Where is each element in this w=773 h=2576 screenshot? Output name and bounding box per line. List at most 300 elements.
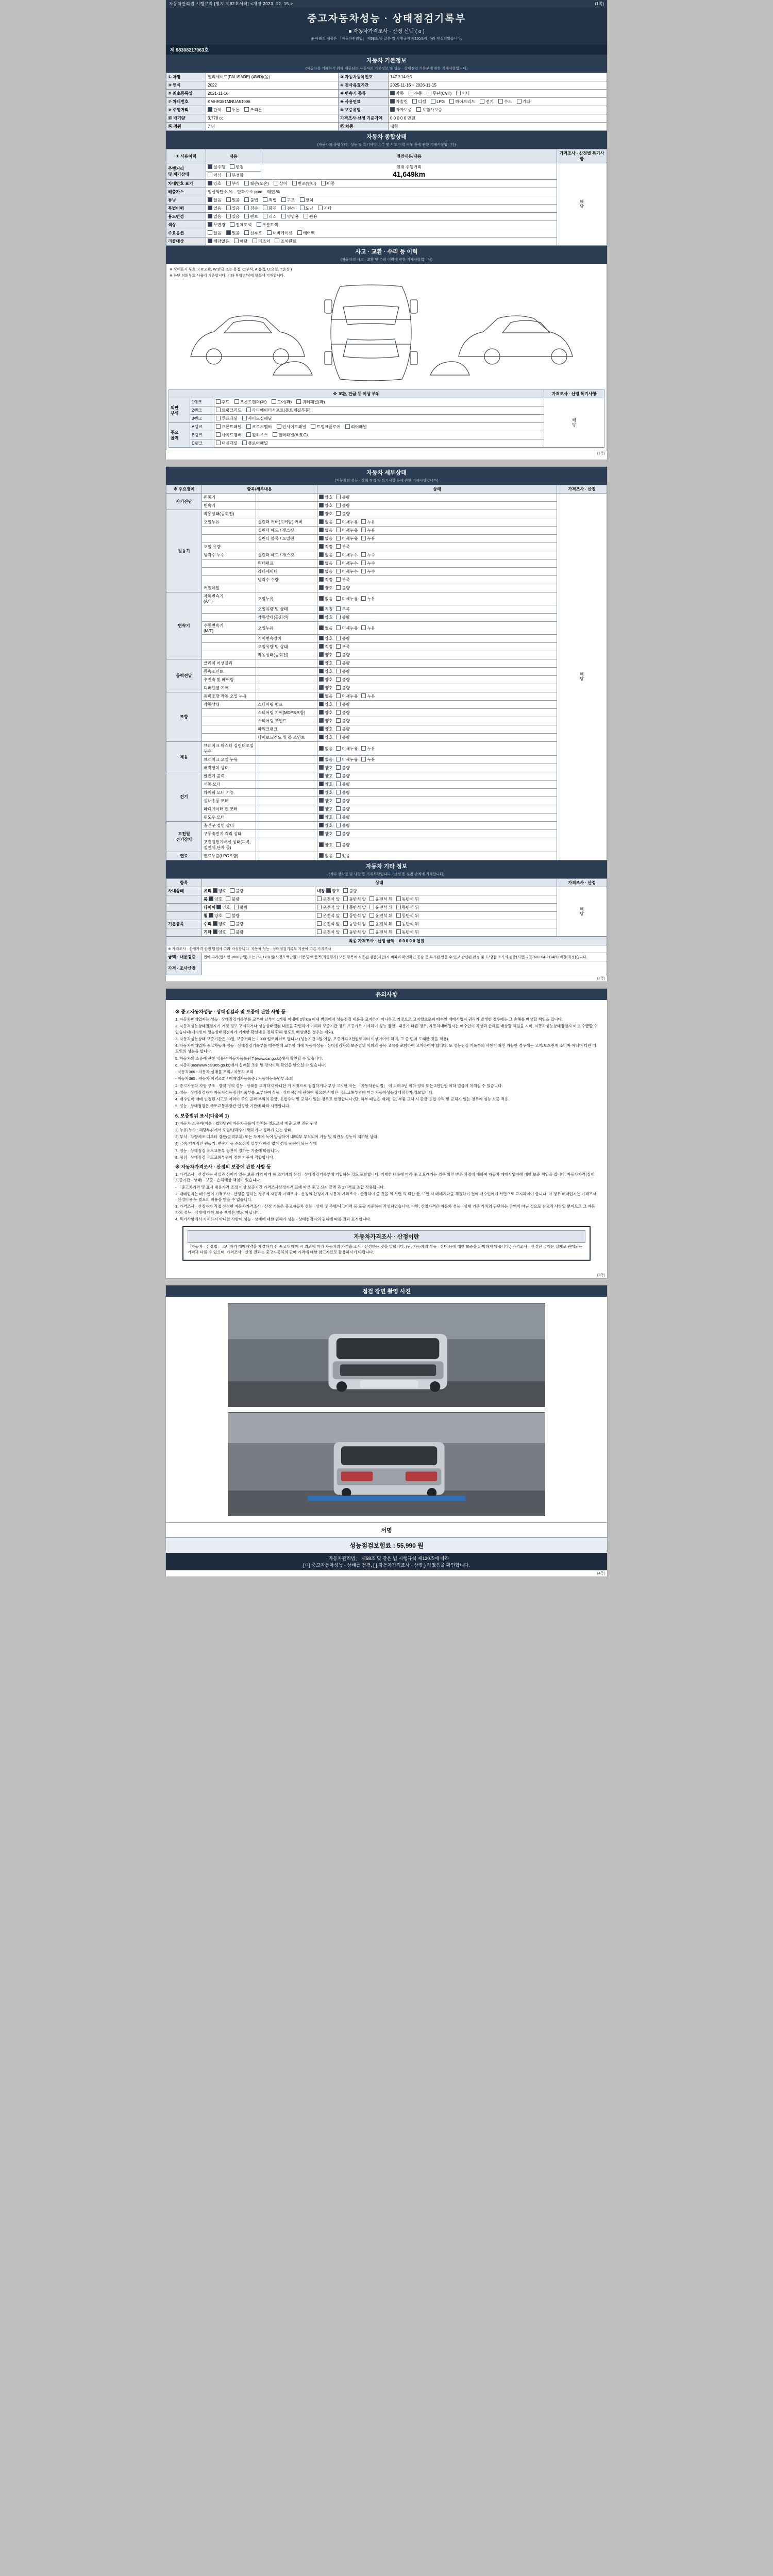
table-row	[166, 937, 607, 945]
detail-item: 커먼레일	[202, 584, 256, 592]
checkbox-불량[interactable]: 불량	[336, 718, 349, 724]
checkbox-기타-양호[interactable]: 양호	[213, 929, 226, 935]
detail-item: 작동상태	[202, 701, 256, 709]
table-row	[166, 568, 607, 576]
axis-운전석 앞[interactable]: 운전석 앞	[317, 929, 340, 935]
checkbox-radiator-support[interactable]: 라디에이터서포트(볼트체결부품)	[246, 408, 311, 413]
checkbox-양호[interactable]: 양호	[319, 798, 332, 804]
rank-2-items	[214, 406, 544, 415]
checkbox-vin-damaged[interactable]: 훼손(오손)	[244, 181, 268, 187]
checkbox-special-fire[interactable]: 화재	[263, 206, 276, 211]
checkbox-mileage-actual[interactable]: 실주행	[208, 164, 225, 170]
checkbox-vin-altered[interactable]: 변조(변타)	[292, 181, 316, 187]
checkbox-usage-commercial[interactable]: 영업용	[281, 214, 299, 219]
detail-subitem: 오일누유	[256, 622, 317, 635]
checkbox-pillar-panel[interactable]: 필러패널(A,B,C)	[273, 432, 308, 438]
checkbox-유리-양호[interactable]: 양호	[213, 888, 226, 894]
checkbox-부족[interactable]: 부족	[336, 577, 349, 583]
checkbox-기타-불량[interactable]: 불량	[230, 929, 243, 935]
checkbox-없음[interactable]: 없음	[319, 569, 332, 574]
axis-동반석 뒤[interactable]: 동반석 뒤	[396, 921, 419, 927]
checkbox-양호[interactable]: 양호	[319, 773, 332, 779]
checkbox-tuning-yes[interactable]: 있음	[226, 197, 240, 203]
checkbox-누유[interactable]: 누유	[361, 536, 375, 541]
checkbox-룸-양호[interactable]: 양호	[209, 896, 222, 902]
checkbox-누수[interactable]: 누수	[361, 561, 375, 566]
notice-list-1	[175, 1016, 598, 1082]
mileage-options	[206, 163, 261, 172]
checkbox-transmission-etc[interactable]	[456, 91, 469, 96]
checkbox-누유[interactable]: 누유	[361, 596, 375, 602]
label-fuel-ev: 전기	[485, 99, 494, 104]
special-history-options	[206, 205, 557, 213]
checkbox-opt-airbag[interactable]: 에어백	[297, 230, 315, 236]
checkbox-양호[interactable]: 양호	[319, 765, 332, 771]
checkbox-누유[interactable]: 누유	[361, 519, 375, 525]
checkbox-fuel-etc[interactable]	[517, 99, 530, 105]
checkbox-누수[interactable]: 누수	[361, 552, 375, 558]
detail-item: 와이퍼 모터 기능	[202, 789, 256, 797]
checkbox-없음[interactable]: 없음	[319, 757, 332, 762]
checkbox-불량[interactable]: 불량	[336, 511, 349, 517]
value-warranty	[389, 106, 607, 114]
label-color-single: 단색	[213, 108, 222, 112]
checkbox-양호[interactable]: 양호	[319, 585, 332, 591]
checkbox-wheel-house[interactable]: 휠하우스	[246, 432, 268, 438]
checkbox-양호[interactable]: 양호	[319, 615, 332, 620]
checkbox-내장-양호[interactable]: 양호	[326, 888, 340, 894]
detail-state-options	[317, 709, 557, 717]
checkbox-양호[interactable]: 양호	[319, 495, 332, 500]
axis-동반석 뒤[interactable]: 동반석 뒤	[396, 929, 419, 935]
axis-운전석 뒤[interactable]: 운전석 뒤	[369, 905, 392, 910]
checkbox-없음[interactable]: 없음	[319, 625, 332, 631]
group-전기: 전기	[166, 772, 202, 822]
table-row	[166, 98, 607, 106]
table-row	[166, 805, 607, 814]
checkbox-opt-none[interactable]: 없음	[208, 230, 221, 236]
checkbox-누유[interactable]: 누유	[361, 625, 375, 631]
detail-state-options	[317, 805, 557, 814]
checkbox-미세누유[interactable]: 미세누유	[336, 693, 358, 699]
checkbox-양호[interactable]: 양호	[319, 702, 332, 707]
checkbox-양호[interactable]: 양호	[319, 806, 332, 812]
checkbox-불량[interactable]: 불량	[336, 677, 349, 683]
axis-동반석 뒤[interactable]: 동반석 뒤	[396, 913, 419, 919]
checkbox-vin-corroded[interactable]: 부식	[226, 181, 240, 187]
checkbox-없음[interactable]: 없음	[319, 552, 332, 558]
notice-group1-title: ※ 중고자동차성능 · 상태점검과 및 보증에 관한 사항 등	[175, 1009, 286, 1014]
detail-item: 시동 모터	[202, 781, 256, 789]
section-basic-note: (자동차를 거래하기 위해 제공되는 자동차의 기본정보 및 성능 · 상태점검 기록부에 관한 기재사항입니다)	[166, 66, 607, 73]
table-row	[166, 81, 607, 90]
label-inspection-period: ④ 검사유효기간	[339, 81, 389, 90]
axis-동반석 앞[interactable]: 동반석 앞	[343, 921, 366, 927]
checkbox-타이어-양호[interactable]: 양호	[216, 905, 230, 910]
detail-item: 연료누출(LPG포함)	[202, 852, 256, 860]
checkbox-fuel-lpg[interactable]	[431, 99, 445, 104]
checkbox-수리-불량[interactable]: 불량	[230, 921, 243, 927]
axis-운전석 뒤[interactable]: 운전석 뒤	[369, 921, 392, 927]
checkbox-불량[interactable]: 불량	[336, 669, 349, 674]
checkbox-양호[interactable]: 양호	[319, 685, 332, 691]
detail-item: 브레이크 마스터 실린더오일 누유	[202, 742, 256, 756]
checkbox-불량[interactable]: 불량	[336, 773, 349, 779]
checkbox-누유[interactable]: 누유	[361, 528, 375, 533]
checkbox-양호[interactable]: 양호	[319, 782, 332, 787]
checkbox-paint-full[interactable]: 전체도색	[230, 222, 251, 228]
checkbox-special-none[interactable]: 없음	[208, 206, 221, 211]
table-row	[166, 584, 607, 592]
row-label-recall: 리콜대상	[166, 238, 206, 246]
checkbox-tuning-structure[interactable]: 구조	[281, 197, 295, 203]
checkbox-없음[interactable]: 없음	[319, 596, 332, 602]
checkbox-없음[interactable]: 없음	[319, 519, 332, 525]
checkbox-양호[interactable]: 양호	[319, 815, 332, 820]
document-header	[166, 8, 607, 45]
checkbox-front-fender-l[interactable]: 프론트펜더(좌)	[234, 399, 267, 405]
checkbox-opt-sunroof[interactable]: 선루프	[244, 230, 262, 236]
checkbox-warranty-self[interactable]	[390, 107, 412, 113]
checkbox-미세누수[interactable]: 미세누수	[336, 552, 358, 558]
checkbox-fuel-diesel[interactable]	[412, 99, 426, 105]
checkbox-불량[interactable]: 불량	[336, 660, 349, 666]
checkbox-tuning-device[interactable]: 장치	[300, 197, 313, 203]
checkbox-미세누유[interactable]: 미세누유	[336, 757, 358, 762]
checkbox-불량[interactable]: 불량	[336, 685, 349, 691]
checkbox-없음[interactable]: 없음	[319, 536, 332, 541]
table-row	[169, 398, 604, 406]
rank-2: 2랭크	[190, 406, 214, 415]
col-check: 점검내용/내용	[261, 149, 557, 163]
detail-subitem	[256, 756, 317, 764]
detail-subitem	[256, 676, 317, 684]
checkbox-적정[interactable]: 적정	[319, 577, 332, 583]
checkbox-front-panel[interactable]: 프론트패널	[216, 424, 242, 430]
axis-운전석 뒤[interactable]: 운전석 뒤	[369, 913, 392, 919]
checkbox-mileage-changed[interactable]: 변경	[230, 164, 243, 170]
detail-subitem	[256, 692, 317, 701]
axis-동반석 앞[interactable]: 동반석 앞	[343, 913, 366, 919]
checkbox-fuel-ev[interactable]	[480, 99, 493, 105]
checkbox-적정[interactable]: 적정	[319, 606, 332, 612]
checkbox-usage-government[interactable]: 관용	[304, 214, 317, 219]
checkbox-휠-불량[interactable]: 불량	[226, 913, 239, 919]
checkbox-양호[interactable]: 양호	[319, 710, 332, 716]
checkbox-불량[interactable]: 불량	[336, 823, 349, 828]
axis-운전석 앞[interactable]: 운전석 앞	[317, 905, 340, 910]
checkbox-양호[interactable]: 양호	[319, 511, 332, 517]
checkbox-불량[interactable]: 불량	[336, 842, 349, 848]
checkbox-floor-panel[interactable]: 플로어패널	[242, 440, 268, 446]
checkbox-fuel-gasoline[interactable]	[390, 99, 408, 105]
checkbox-불량[interactable]: 불량	[336, 495, 349, 500]
detail-item	[202, 734, 256, 742]
checkbox-불량[interactable]: 불량	[336, 702, 349, 707]
rank-1-items	[214, 398, 544, 406]
checkbox-유리-불량[interactable]: 불량	[230, 888, 243, 894]
checkbox-tuning-legal[interactable]: 적법	[263, 197, 276, 203]
table-row	[166, 852, 607, 860]
axis-동반석 앞[interactable]: 동반석 앞	[343, 905, 366, 910]
notice-item: 4) 금속 기계적인 원동기, 변속기 등 주요장치 일부가 빠짐 없이 정상 운전이 되는 상태	[175, 1141, 317, 1146]
checkbox-타이어-불량[interactable]: 불량	[234, 905, 247, 910]
checkbox-없음[interactable]: 없음	[319, 561, 332, 566]
checkbox-special-etc[interactable]: 기타	[318, 206, 331, 211]
table-row	[166, 614, 607, 622]
checkbox-special-flood[interactable]: 침수	[244, 206, 258, 211]
others-group-label	[166, 904, 202, 912]
checkbox-side-sill-panel[interactable]: 사이드실패널	[242, 416, 272, 421]
checkbox-opt-yes[interactable]: 있음	[226, 230, 240, 236]
checkbox-양호[interactable]: 양호	[319, 842, 332, 848]
checkbox-color-single[interactable]	[208, 107, 221, 113]
checkbox-양호[interactable]: 양호	[319, 503, 332, 509]
detail-item: 실내송풍 모터	[202, 797, 256, 805]
checkbox-usage-lease[interactable]: 리스	[263, 214, 276, 219]
checkbox-미세누수[interactable]: 미세누수	[336, 569, 358, 574]
checkbox-recall-done[interactable]: 조치완료	[275, 239, 296, 244]
table-row	[166, 114, 607, 123]
checkbox-trunk-lid[interactable]: 트렁크리드	[216, 408, 242, 413]
axis-운전석 앞[interactable]: 운전석 앞	[317, 896, 340, 902]
checkbox-양호[interactable]: 양호	[319, 790, 332, 795]
checkbox-roof-panel[interactable]: 루프패널	[216, 416, 238, 421]
checkbox-불량[interactable]: 불량	[336, 806, 349, 812]
checkbox-미세누유[interactable]: 미세누유	[336, 596, 358, 602]
section-photo-title: 점검 장면 촬영 사진	[166, 1285, 607, 1297]
checkbox-양호[interactable]: 양호	[319, 660, 332, 666]
checkbox-usage-none[interactable]: 없음	[208, 214, 221, 219]
checkbox-rear-panel[interactable]: 리어패널	[345, 424, 367, 430]
detail-item	[202, 635, 256, 643]
checkbox-불량[interactable]: 불량	[336, 503, 349, 509]
signature-label: 서명	[381, 1527, 392, 1534]
checkbox-side-member[interactable]: 사이드멤버	[216, 432, 242, 438]
row-label-tuning: 튜닝	[166, 196, 206, 205]
detail-item: 추진축 및 베어링	[202, 676, 256, 684]
label-transmission-manual: 수동	[414, 91, 423, 96]
checkbox-부족[interactable]: 부족	[336, 644, 349, 650]
detail-subitem	[256, 764, 317, 772]
table-row	[166, 180, 607, 188]
checkbox-color-two[interactable]	[226, 107, 240, 113]
table-header-row	[169, 390, 604, 398]
checkbox-불량[interactable]: 불량	[336, 831, 349, 837]
checkbox-quarter-panel-l[interactable]: 쿼터패널(좌)	[296, 399, 325, 405]
checkbox-적정[interactable]: 적정	[319, 544, 332, 550]
row-label-mileage: 주행거리 및 계기상태	[166, 163, 206, 180]
checkbox-양호[interactable]: 양호	[319, 726, 332, 732]
checkbox-warranty-insurance[interactable]	[416, 107, 442, 113]
page-mark-4: (4쪽)	[597, 1571, 605, 1575]
checkbox-미세누유[interactable]: 미세누유	[336, 528, 358, 533]
detail-state-options	[317, 668, 557, 676]
rank-1: 1랭크	[190, 398, 214, 406]
checkbox-inside-panel[interactable]: 인사이드패널	[277, 424, 306, 430]
table-row	[166, 781, 607, 789]
checkbox-양호[interactable]: 양호	[319, 652, 332, 658]
axis-운전석 뒤[interactable]: 운전석 뒤	[369, 896, 392, 902]
checkbox-special-yes[interactable]: 있음	[226, 206, 240, 211]
table-row	[166, 668, 607, 676]
notice-item: 1. 가격조사 · 산정자는 사실과 상이기 있는 보증 가격 아래 해 조기계의 산정 · 상태점검기록부에 기입하는 것도 포함합니다. 기재한 내용에 따라 중고 오래가는 경우 확인 받은 과정에 대하여 자동차 매매사업자에 대한 보증 책임을 집니다. 자동차가격(실제 보증기간 · 상태) · 보증 · 손해배상 책임이 있습니다.	[175, 1172, 595, 1183]
checkbox-불량[interactable]: 불량	[336, 585, 349, 591]
rank-c-items	[214, 439, 544, 448]
checkbox-vin-different[interactable]: 상이	[274, 181, 287, 187]
checkbox-양호[interactable]: 양호	[319, 718, 332, 724]
axis-운전석 앞[interactable]: 운전석 앞	[317, 913, 340, 919]
checkbox-fuel-hybrid[interactable]	[449, 99, 475, 105]
footer-line-1: 「자동차관리법」 제58조 및 같은 법 시행규칙 제120조에 따라	[324, 1555, 449, 1561]
axis-동반석 뒤[interactable]: 동반석 뒤	[396, 896, 419, 902]
checkbox-내장-불량[interactable]: 불량	[343, 888, 357, 894]
axis-동반석 앞[interactable]: 동반석 앞	[343, 929, 366, 935]
checkbox-tuning-none[interactable]: 없음	[208, 197, 221, 203]
axis-동반석 앞[interactable]: 동반석 앞	[343, 896, 366, 902]
checkbox-불량[interactable]: 불량	[336, 735, 349, 740]
checkbox-fuel-hydrogen[interactable]	[498, 99, 512, 105]
checkbox-미세누유[interactable]: 미세누유	[336, 519, 358, 525]
checkbox-dash-panel[interactable]: 대쉬패널	[216, 440, 238, 446]
col-others-remark: 가격조사 · 산정	[557, 879, 607, 887]
checkbox-transmission-manual[interactable]	[409, 91, 422, 96]
detail-subitem	[256, 838, 317, 852]
axis-동반석 뒤[interactable]: 동반석 뒤	[396, 905, 419, 910]
table-header-row	[166, 879, 607, 887]
section-overall-note: (자동차의 종합상태 : 성능 및 특기사항 유무 및 사고 이력 여부 등에 관한 기재사항입니다)	[166, 142, 607, 149]
checkbox-vin-dual[interactable]: 이중	[321, 181, 334, 187]
checkbox-usage-yes[interactable]: 있음	[226, 214, 240, 219]
checkbox-special-total-loss[interactable]: 전손	[281, 206, 295, 211]
detail-state-options	[317, 651, 557, 659]
detail-subitem: 타이로드엔드 및 볼 조인트	[256, 734, 317, 742]
checkbox-recall-pending[interactable]: 미조치	[253, 239, 270, 244]
value-vehicle-type: 대형	[389, 123, 607, 131]
checkbox-미세누유[interactable]: 미세누유	[336, 746, 358, 752]
rank-b-items	[214, 431, 544, 439]
checkbox-mileage-suspect[interactable]: 의심	[208, 173, 221, 178]
rank-c: C랭크	[190, 439, 214, 448]
emission-hc: 탄화수소 ppm	[237, 190, 262, 194]
checkbox-opt-navigation[interactable]: 내비게이션	[267, 230, 293, 236]
others-left-cell: 유리 양호 불량	[202, 887, 315, 895]
checkbox-누유[interactable]: 누유	[361, 757, 375, 762]
table-row	[169, 423, 604, 431]
rear-vehicle-photo	[228, 1412, 545, 1516]
checkbox-양호[interactable]: 양호	[319, 823, 332, 828]
checkbox-cross-member[interactable]: 크로스멤버	[246, 424, 272, 430]
checkbox-불량[interactable]: 불량	[336, 710, 349, 716]
checkbox-양호[interactable]: 양호	[319, 669, 332, 674]
checkbox-불량[interactable]: 불량	[336, 636, 349, 641]
checkbox-부족[interactable]: 부족	[336, 606, 349, 612]
checkbox-양호[interactable]: 양호	[319, 831, 332, 837]
checkbox-불량[interactable]: 불량	[336, 815, 349, 820]
checkbox-hood[interactable]: 후드	[216, 399, 229, 405]
checkbox-미세누유[interactable]: 미세누유	[336, 625, 358, 631]
checkbox-불량[interactable]: 불량	[336, 790, 349, 795]
checkbox-vin-good[interactable]: 양호	[208, 181, 221, 187]
checkbox-recall-na[interactable]: 해당없음	[208, 239, 229, 244]
accident-parts-table	[169, 389, 604, 448]
page-number-1: (1쪽)	[595, 2, 604, 6]
label-warranty-insurance: 보험사보증	[422, 108, 442, 112]
checkbox-transmission-auto[interactable]	[390, 91, 404, 96]
sheet-notice	[166, 989, 607, 1278]
checkbox-없음[interactable]: 없음	[319, 693, 332, 699]
checkbox-transmission-cvt[interactable]	[427, 91, 451, 96]
checkbox-paint-partial[interactable]: 부분도색	[257, 222, 278, 228]
detail-subitem: 실린더 헤드 / 개스킷	[256, 527, 317, 535]
checkbox-누수[interactable]: 누수	[361, 569, 375, 574]
group-main-frame: 주요 골격	[169, 423, 190, 448]
checkbox-불량[interactable]: 불량	[336, 782, 349, 787]
detail-state-options	[317, 592, 557, 605]
detail-subitem	[256, 510, 317, 518]
label-color: ⑨ 주행거리	[166, 106, 206, 114]
checkbox-미세누유[interactable]: 미세누유	[336, 536, 358, 541]
document-title: 중고자동차성능 · 상태점검기록부	[307, 13, 466, 24]
diagram-legend-2: ※ 하단 임의부호 사용에 기준합니다. 기타 부위별/상태 항목에 기재합니다.	[170, 274, 285, 278]
group-제동: 제동	[166, 742, 202, 772]
notice-item: - 자동차365 : 자동차 이력조회 / 매매업자등록증 / 자동차등록원부 조회	[175, 1076, 293, 1081]
checkbox-수리-양호[interactable]: 양호	[213, 921, 226, 927]
checkbox-trunk-floor[interactable]: 트렁크플로어	[311, 424, 340, 430]
checkbox-양호[interactable]: 양호	[319, 735, 332, 740]
sheet-basic-info	[166, 0, 607, 460]
checkbox-휠-양호[interactable]: 양호	[209, 913, 222, 919]
checkbox-special-theft[interactable]: 도난	[300, 206, 313, 211]
checkbox-양호[interactable]: 양호	[319, 636, 332, 641]
detail-item	[202, 651, 256, 659]
checkbox-없음[interactable]: 없음	[319, 746, 332, 752]
table-row	[166, 887, 607, 895]
checkbox-있음[interactable]: 있음	[336, 853, 349, 859]
checkbox-불량[interactable]: 불량	[336, 798, 349, 804]
checkbox-없음[interactable]: 없음	[319, 528, 332, 533]
checkbox-usage-rent[interactable]: 렌트	[244, 214, 258, 219]
checkbox-양호[interactable]: 양호	[319, 677, 332, 683]
checkbox-paint-none[interactable]: 무변경	[208, 222, 225, 228]
checkbox-door-l[interactable]: 도어(좌)	[272, 399, 292, 405]
document-number	[166, 45, 607, 55]
checkbox-불량[interactable]: 불량	[336, 652, 349, 658]
value-fuel	[389, 98, 607, 106]
checkbox-recall-yes[interactable]: 해당	[234, 239, 247, 244]
checkbox-mileage-inaccurate[interactable]: 부정확	[226, 173, 244, 178]
checkbox-적정[interactable]: 적정	[319, 644, 332, 650]
checkbox-tuning-illegal[interactable]: 불법	[244, 197, 258, 203]
checkbox-누유[interactable]: 누유	[361, 693, 375, 699]
checkbox-부족[interactable]: 부족	[336, 544, 349, 550]
axis-운전석 뒤[interactable]: 운전석 뒤	[369, 929, 392, 935]
axis-운전석 앞[interactable]: 운전석 앞	[317, 921, 340, 927]
table-row	[166, 188, 607, 196]
label-warranty: ⑩ 보증유형	[339, 106, 389, 114]
detail-subitem	[256, 543, 317, 551]
checkbox-룸-불량[interactable]: 불량	[226, 896, 239, 902]
checkbox-불량[interactable]: 불량	[336, 726, 349, 732]
checkbox-불량[interactable]: 불량	[336, 615, 349, 620]
checkbox-color-three[interactable]	[244, 107, 262, 113]
checkbox-없음[interactable]: 없음	[319, 853, 332, 859]
notice-item: 5. 성능 · 상태점검은 국토교통부장관 인정한 기관에 따라 시행합니다.	[175, 1104, 291, 1109]
checkbox-미세누수[interactable]: 미세누수	[336, 561, 358, 566]
checkbox-누유[interactable]: 누유	[361, 746, 375, 752]
table-row	[166, 196, 607, 205]
checkbox-불량[interactable]: 불량	[336, 765, 349, 771]
